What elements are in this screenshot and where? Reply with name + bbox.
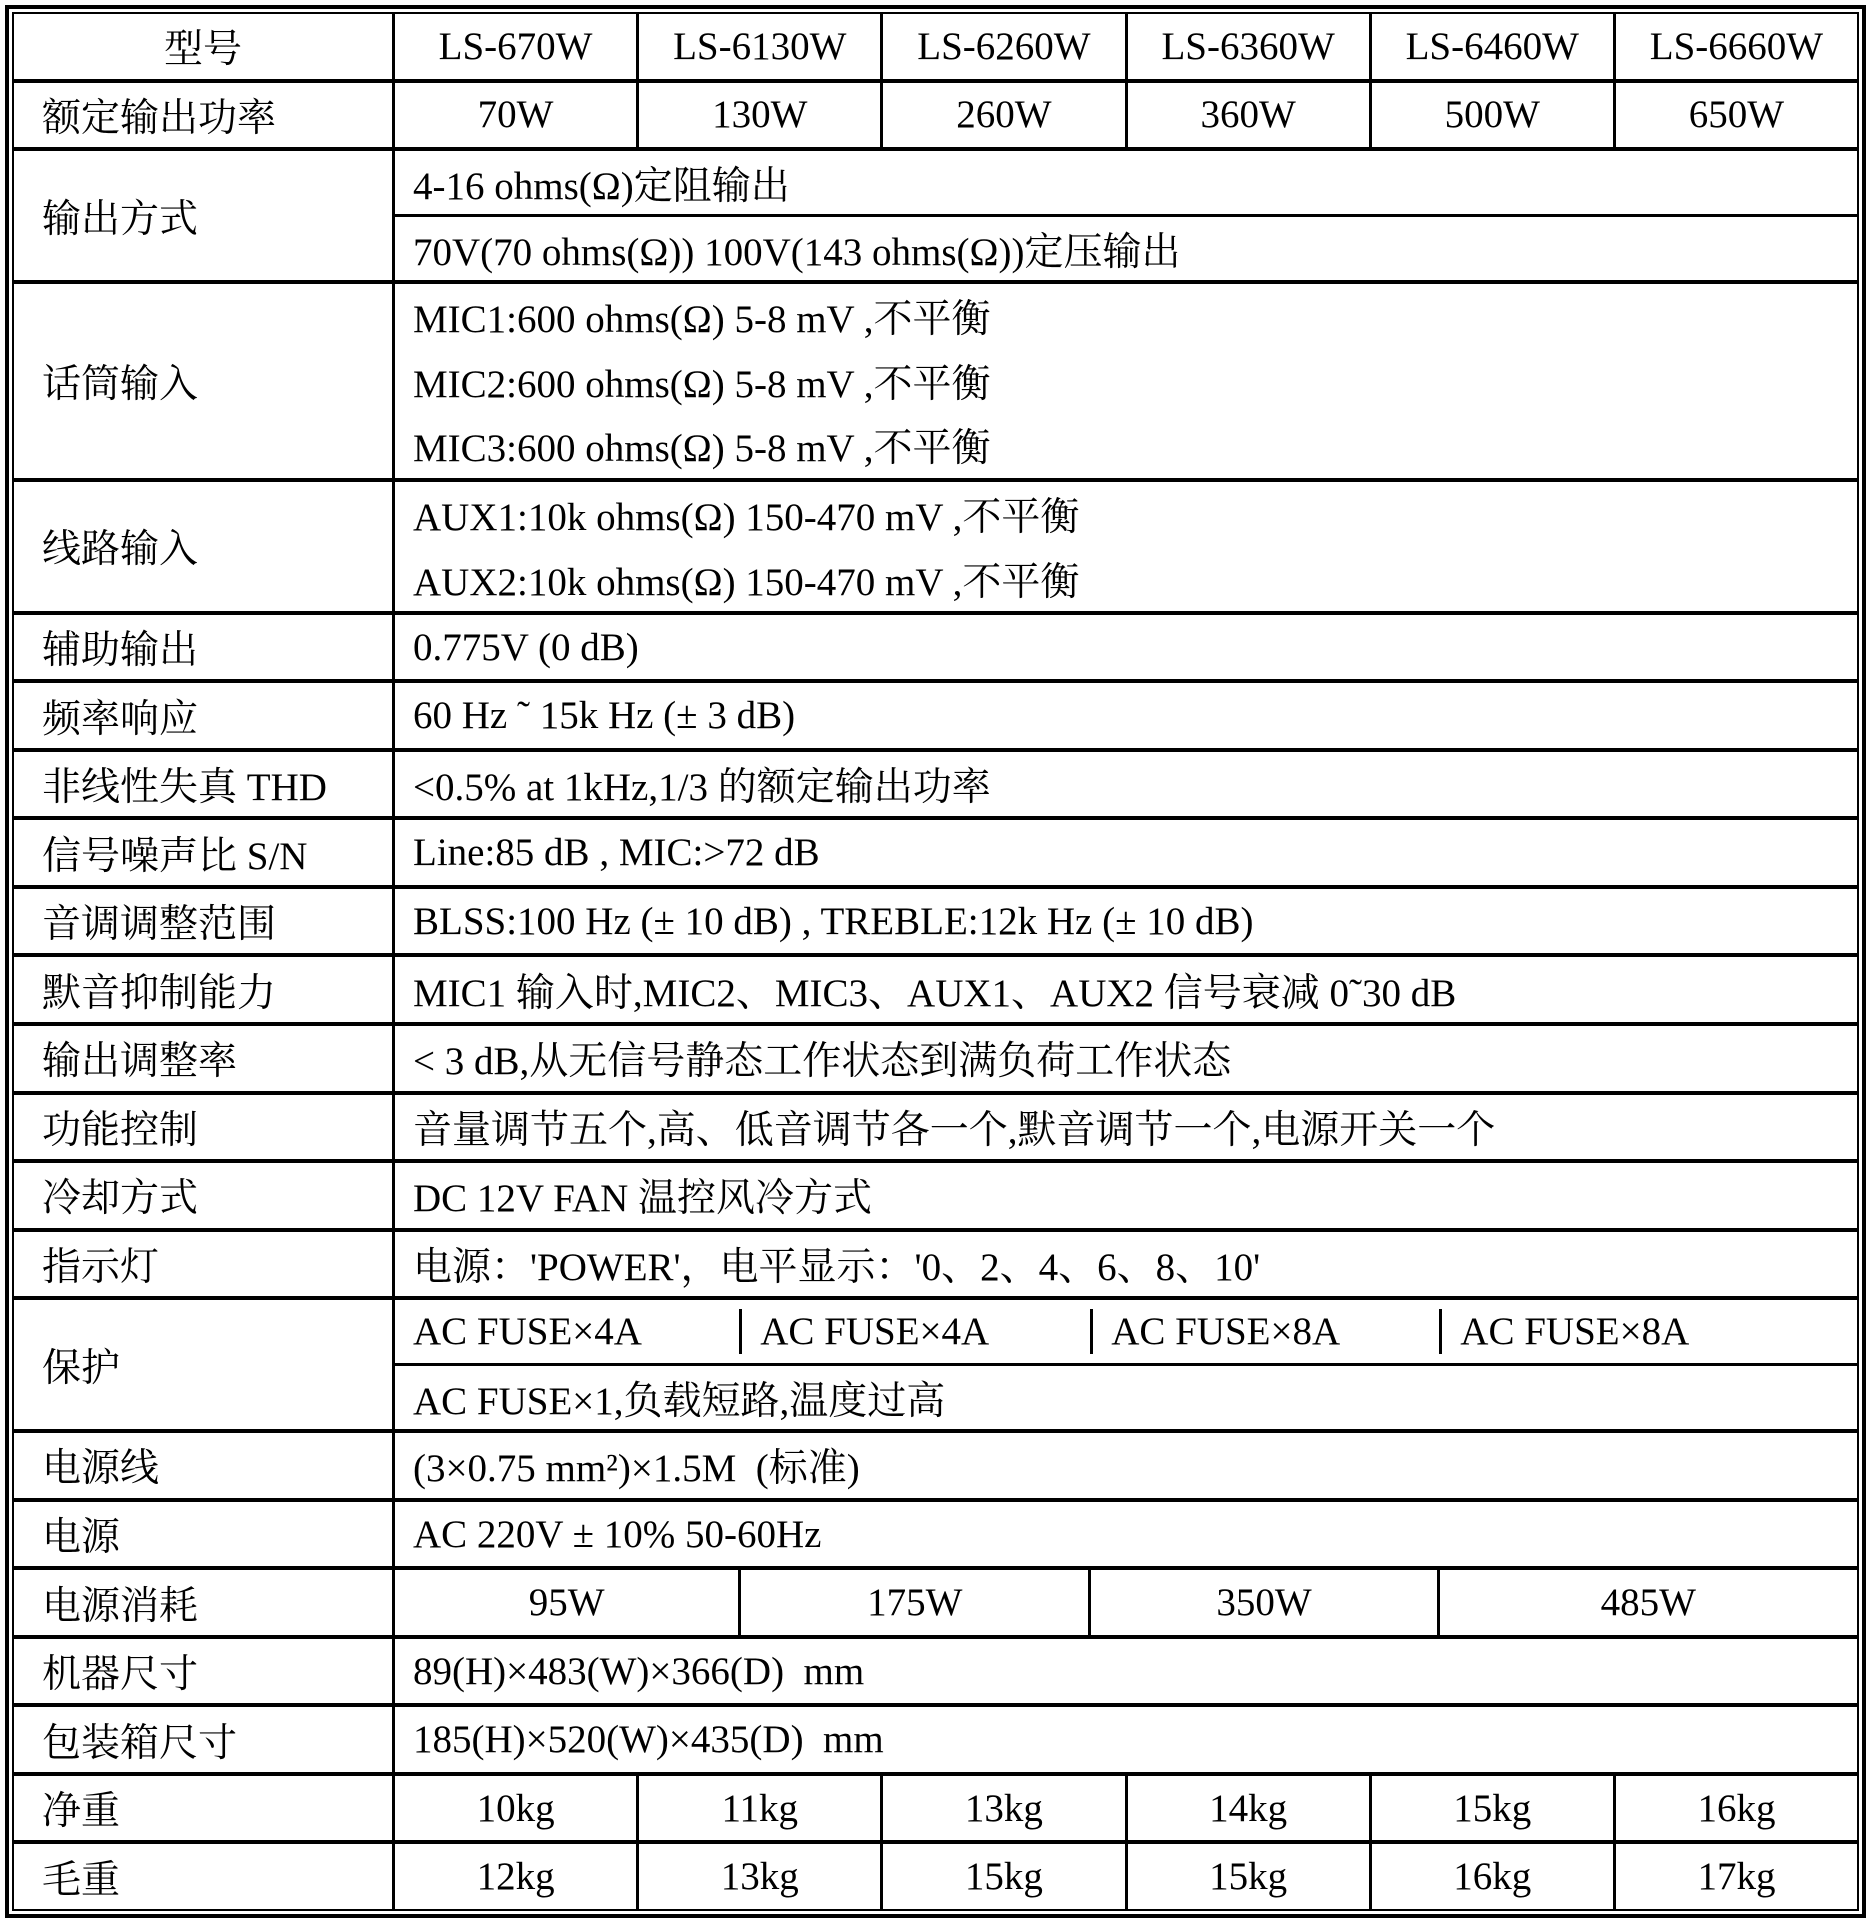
row-function-control bbox=[14, 1091, 1857, 1160]
net-weight-value: 16kg bbox=[1613, 1776, 1857, 1841]
fuse-rating: AC FUSE×8A bbox=[1090, 1309, 1439, 1354]
row-thd bbox=[14, 748, 1857, 817]
aux-output-value: 0.775V (0 dB) bbox=[413, 625, 639, 669]
cooling-value: DC 12V FAN 温控风冷方式 bbox=[413, 1177, 873, 1221]
model-name: LS-670W bbox=[438, 24, 593, 68]
row-tone-range bbox=[14, 885, 1857, 954]
row-protection bbox=[14, 1296, 1857, 1429]
model-name: LS-6660W bbox=[1613, 14, 1857, 79]
net-weight-value: 14kg bbox=[1125, 1776, 1369, 1841]
gross-weight-value: 15kg bbox=[880, 1844, 1124, 1909]
output-mode-constant-voltage: 70V(70 ohms(Ω)) 100V(143 ohms(Ω))定压输出 bbox=[395, 214, 1857, 280]
row-power-consumption bbox=[14, 1566, 1857, 1635]
protection-fuse-cells bbox=[395, 1300, 1857, 1363]
mic1-spec: MIC1:600 ohms(Ω) 5-8 mV ,不平衡 bbox=[413, 298, 991, 342]
mute-suppression-value: MIC1 输入时,MIC2、MIC3、AUX1、AUX2 信号衰减 0˜30 dB bbox=[413, 971, 1457, 1015]
model-name: LS-6260W bbox=[880, 14, 1124, 79]
rated-power-value: 130W bbox=[636, 83, 880, 148]
net-weight-value: 15kg bbox=[1369, 1776, 1613, 1841]
power-consumption-value: 175W bbox=[738, 1570, 1088, 1635]
row-label-package-size: 包装箱尺寸 bbox=[14, 1707, 395, 1772]
row-cooling bbox=[14, 1159, 1857, 1228]
model-name: LS-6360W bbox=[1125, 14, 1369, 79]
row-label-snr: 信号噪声比 S/N bbox=[14, 820, 395, 885]
gross-weight-cells bbox=[395, 1844, 1857, 1909]
mic2-spec: MIC2:600 ohms(Ω) 5-8 mV ,不平衡 bbox=[413, 362, 991, 406]
row-mute-suppression bbox=[14, 953, 1857, 1022]
row-label-protection: 保护 bbox=[14, 1300, 395, 1429]
mic-input-lines bbox=[395, 284, 1857, 478]
row-net-weight bbox=[14, 1772, 1857, 1841]
rated-power-value: 70W bbox=[477, 93, 554, 137]
model-name: LS-6460W bbox=[1369, 14, 1613, 79]
row-output-mode bbox=[14, 147, 1857, 280]
rated-power-value: 650W bbox=[1613, 83, 1857, 148]
row-label-indicators: 指示灯 bbox=[14, 1232, 395, 1297]
row-power-cord bbox=[14, 1429, 1857, 1498]
frequency-response-value: 60 Hz ˜ 15k Hz (± 3 dB) bbox=[413, 694, 796, 738]
row-frequency-response bbox=[14, 679, 1857, 748]
row-label-cooling: 冷却方式 bbox=[14, 1163, 395, 1228]
row-label-function-control: 功能控制 bbox=[14, 1095, 395, 1160]
row-label-line-input: 线路输入 bbox=[14, 482, 395, 611]
row-gross-weight bbox=[14, 1840, 1857, 1909]
row-label-frequency-response: 频率响应 bbox=[14, 683, 395, 748]
row-label-tone-range: 音调调整范围 bbox=[14, 889, 395, 954]
row-label-mic-input: 话筒输入 bbox=[14, 284, 395, 478]
rated-power-value: 260W bbox=[880, 83, 1124, 148]
row-unit-size bbox=[14, 1635, 1857, 1704]
net-weight-value: 10kg bbox=[476, 1786, 555, 1830]
gross-weight-value: 16kg bbox=[1369, 1844, 1613, 1909]
row-label-power-supply: 电源 bbox=[14, 1502, 395, 1567]
indicators-value: 电源：'POWER'，电平显示：'0、2、4、6、8、10' bbox=[413, 1245, 1261, 1289]
row-rated-power bbox=[14, 79, 1857, 148]
output-regulation-value: < 3 dB,从无信号静态工作状态到满负荷工作状态 bbox=[413, 1040, 1232, 1084]
model-header-cells bbox=[395, 14, 1857, 79]
rated-power-value: 500W bbox=[1369, 83, 1613, 148]
protection-note: AC FUSE×1,负载短路,温度过高 bbox=[395, 1363, 1857, 1429]
net-weight-value: 13kg bbox=[880, 1776, 1124, 1841]
power-supply-value: AC 220V ± 10% 50-60Hz bbox=[413, 1512, 822, 1556]
power-consumption-value: 350W bbox=[1088, 1570, 1436, 1635]
fuse-rating: AC FUSE×4A bbox=[739, 1309, 1090, 1354]
snr-value: Line:85 dB , MIC:>72 dB bbox=[413, 831, 820, 875]
net-weight-value: 11kg bbox=[636, 1776, 880, 1841]
row-label-thd: 非线性失真 THD bbox=[14, 752, 395, 817]
output-mode-constant-impedance: 4-16 ohms(Ω)定阻输出 bbox=[413, 164, 790, 208]
model-name: LS-6130W bbox=[636, 14, 880, 79]
row-label-gross-weight: 毛重 bbox=[14, 1844, 395, 1909]
row-label-mute-suppression: 默音抑制能力 bbox=[14, 957, 395, 1022]
power-consumption-cells bbox=[395, 1570, 1857, 1635]
output-mode-subrows bbox=[395, 151, 1857, 280]
row-label-aux-output: 辅助输出 bbox=[14, 615, 395, 680]
row-mic-input bbox=[14, 280, 1857, 478]
row-label-power-cord: 电源线 bbox=[14, 1433, 395, 1498]
gross-weight-value: 17kg bbox=[1613, 1844, 1857, 1909]
aux1-spec: AUX1:10k ohms(Ω) 150-470 mV ,不平衡 bbox=[413, 496, 1080, 540]
thd-value: <0.5% at 1kHz,1/3 的额定输出功率 bbox=[413, 766, 991, 810]
gross-weight-value: 13kg bbox=[636, 1844, 880, 1909]
mic3-spec: MIC3:600 ohms(Ω) 5-8 mV ,不平衡 bbox=[413, 427, 991, 471]
fuse-rating: AC FUSE×8A bbox=[1439, 1309, 1857, 1354]
rated-power-cells bbox=[395, 83, 1857, 148]
function-control-value: 音量调节五个,高、低音调节各一个,默音调节一个,电源开关一个 bbox=[413, 1108, 1496, 1152]
rated-power-value: 360W bbox=[1125, 83, 1369, 148]
power-consumption-value: 485W bbox=[1437, 1570, 1857, 1635]
row-label-unit-size: 机器尺寸 bbox=[14, 1639, 395, 1704]
gross-weight-value: 15kg bbox=[1125, 1844, 1369, 1909]
protection-subrows bbox=[395, 1300, 1857, 1429]
tone-range-value: BLSS:100 Hz (± 10 dB) , TREBLE:12k Hz (± 10 dB) bbox=[413, 899, 1254, 943]
row-aux-output bbox=[14, 611, 1857, 680]
row-label-output-regulation: 输出调整率 bbox=[14, 1026, 395, 1091]
row-indicators bbox=[14, 1228, 1857, 1297]
header-row-model bbox=[14, 14, 1857, 79]
row-label-output-mode: 输出方式 bbox=[14, 151, 395, 280]
power-cord-value: (3×0.75 mm²)×1.5M (标准) bbox=[413, 1447, 860, 1491]
row-package-size bbox=[14, 1703, 1857, 1772]
spec-table bbox=[12, 12, 1859, 1911]
row-label-model: 型号 bbox=[14, 14, 395, 79]
row-label-net-weight: 净重 bbox=[14, 1776, 395, 1841]
power-consumption-value: 95W bbox=[528, 1581, 605, 1625]
row-label-rated-power: 额定输出功率 bbox=[14, 83, 395, 148]
fuse-rating: AC FUSE×4A bbox=[413, 1310, 642, 1354]
gross-weight-value: 12kg bbox=[476, 1855, 555, 1899]
package-size-value: 185(H)×520(W)×435(D) mm bbox=[413, 1718, 884, 1762]
row-label-power-consumption: 电源消耗 bbox=[14, 1570, 395, 1635]
line-input-lines bbox=[395, 482, 1857, 611]
table-outer-frame bbox=[5, 5, 1866, 1918]
row-power-supply bbox=[14, 1498, 1857, 1567]
unit-size-value: 89(H)×483(W)×366(D) mm bbox=[413, 1649, 865, 1693]
row-line-input bbox=[14, 478, 1857, 611]
aux2-spec: AUX2:10k ohms(Ω) 150-470 mV ,不平衡 bbox=[413, 560, 1080, 604]
net-weight-cells bbox=[395, 1776, 1857, 1841]
row-snr bbox=[14, 816, 1857, 885]
row-output-regulation bbox=[14, 1022, 1857, 1091]
